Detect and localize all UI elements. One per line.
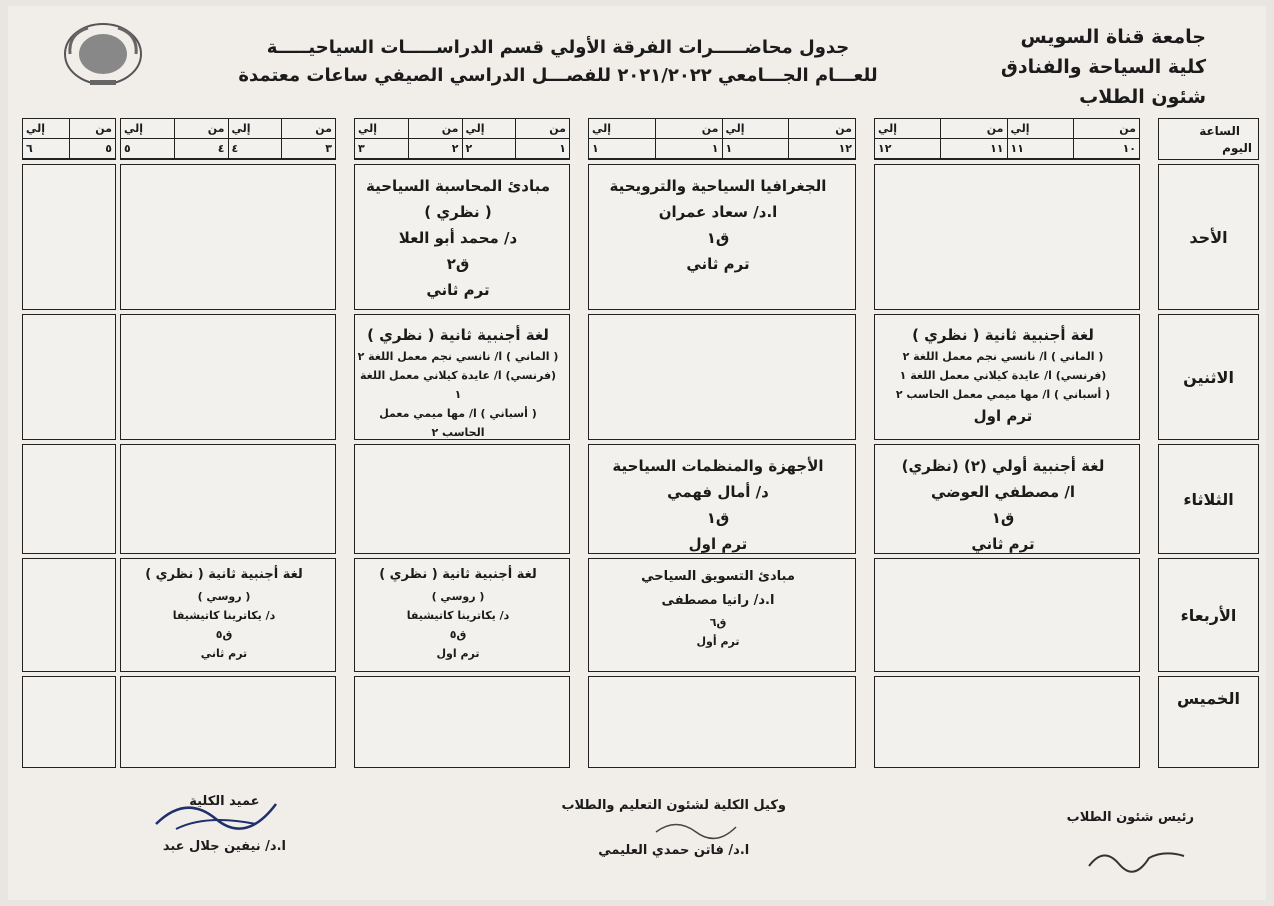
empty-slot [354,444,570,554]
empty-slot [588,676,856,768]
corner-header: الساعة اليوم [1158,118,1259,160]
time-header-col: إلي من إلي من ١٢ ١١ ١١ ١٠ [874,118,1140,160]
empty-slot [120,314,336,440]
schedule-subtitle: للعـــام الجـــامعي ٢٠٢١/٢٠٢٢ للفصـــل الدراسي الصيفي ساعات معتمدة [238,65,878,86]
dean-signature: عميد الكلية ا.د/ نيفين جلال عبد [163,794,286,854]
document-page [8,6,1266,900]
faculty-name: كلية السياحة والفنادق [1000,56,1206,78]
time-header-col: إلي من ٦ ٥ [22,118,116,160]
schedule-title: جدول محاضـــــرات الفرقة الأولي قسم الدراســـــات السياحيـــــة [266,37,850,58]
course-cell: لغة أجنبية ثانية ( نظري ) ( روسي ) د/ يكاترينا كاتيشيفا ق٥ ترم ثاني [120,558,336,672]
empty-slot [22,164,116,310]
empty-slot [874,558,1140,672]
empty-slot [588,314,856,440]
office-name: شئون الطلاب [1079,86,1206,108]
course-cell: مبادئ المحاسبة السياحية ( نظري ) د/ محمد أبو العلا ق٢ ترم ثاني [354,164,570,310]
university-logo [60,20,146,90]
course-cell: لغة أجنبية ثانية ( نظري ) ( روسي ) د/ يكاترينا كاتيشيفا ق٥ ترم اول [354,558,570,672]
students-head-signature: رئيس شئون الطلاب [1067,810,1194,825]
course-cell: لغة أجنبية ثانية ( نظري ) ( الماني ) ا/ نانسي نجم معمل اللغة ٢ (فرنسي) ا/ عايدة كيلاني معمل اللغة ١ ( أسباني ) ا/ مها ميمي معمل الحاسب ٢ [354,314,570,440]
signature-mark [646,812,766,842]
empty-slot [874,164,1140,310]
vice-dean-signature: وكيل الكلية لشئون التعليم والطلاب ا.د/ فاتن حمدي العليمي [561,798,786,858]
empty-slot [22,558,116,672]
signature-mark [1084,836,1194,876]
day-label: الأحد [1158,164,1259,310]
course-cell: مبادئ التسويق السياحي ا.د/ رانيا مصطفى ق٦ ترم أول [588,558,856,672]
time-header-col: إلي من إلي من ٥ ٤ ٤ ٣ [120,118,336,160]
course-cell: لغة أجنبية ثانية ( نظري ) ( الماني ) ا/ نانسي نجم معمل اللغة ٢ (فرنسي) ا/ عايدة كيلاني معمل اللغة ١ ( أسباني ) ا/ مها ميمي معمل الحاسب ٢ ترم اول [874,314,1140,440]
time-header-col: إلي من إلي من ١ ١ ١ ١٢ [588,118,856,160]
university-name: جامعة قناة السويس [1020,26,1206,48]
course-cell: الأجهزة والمنظمات السياحية د/ أمال فهمي ق١ ترم اول [588,444,856,554]
signature-mark [146,794,296,834]
day-label: الاثنين [1158,314,1259,440]
empty-slot [22,314,116,440]
time-header-col: إلي من إلي من ٣ ٢ ٢ ١ [354,118,570,160]
day-label: الثلاثاء [1158,444,1259,554]
schedule-table [20,116,1250,783]
institution-header [1001,22,1206,112]
course-cell: الجغرافيا السياحية والترويحية ا.د/ سعاد عمران ق١ ترم ثاني [588,164,856,310]
empty-slot [120,444,336,554]
schedule-title-block [208,34,908,90]
empty-slot [120,164,336,310]
empty-slot [874,676,1140,768]
empty-slot [354,676,570,768]
empty-slot [120,676,336,768]
course-cell: لغة أجنبية أولي (٢) (نظري) ا/ مصطفي العوضي ق١ ترم ثاني [874,444,1140,554]
day-label: الخميس [1158,676,1259,768]
day-label: الأربعاء [1158,558,1259,672]
empty-slot [22,444,116,554]
empty-slot [22,676,116,768]
